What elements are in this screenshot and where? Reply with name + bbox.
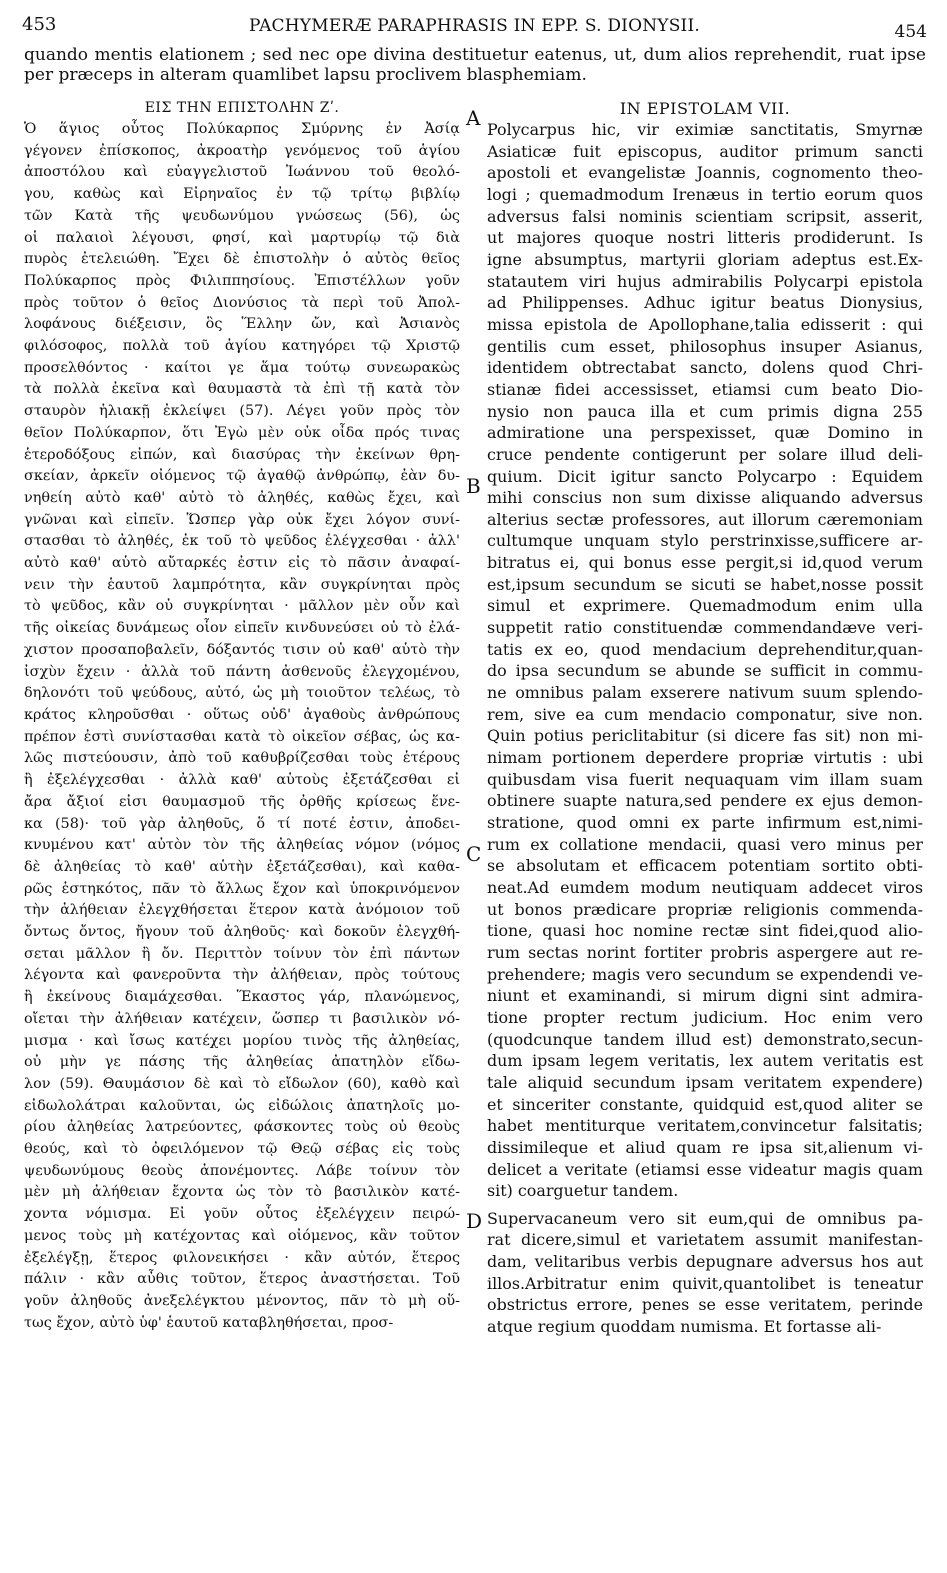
latin-paragraph-1 xyxy=(487,119,923,1202)
greek-text-line: οἱ παλαιοὶ λέγουσι, φησί, καὶ μαρτυρίῳ τῷ διὰ xyxy=(24,229,460,246)
greek-text-line: ἰσχὺν ἔχειν · ἀλλὰ τοῦ πάντη ἀσθενοῦς ἐλεγχομένου, xyxy=(24,663,460,680)
latin-column xyxy=(487,98,923,1338)
greek-text-line: ψευδωνύμους θεοὺς ἀπονέμοντες. Λάβε τοίνυν τὸν xyxy=(24,1162,460,1179)
greek-text-line: οὐ μὴν γε πάσης τῆς ἀληθείας ἀπατηλὸν εἴδω- xyxy=(24,1054,460,1071)
latin-text-line: et sinceriter constante, quidquid est,quod aliter se xyxy=(487,1094,923,1114)
page-number-left: 453 xyxy=(22,14,57,35)
greek-text-line: χοντα νόμισμα. Εἰ γοῦν οὗτος ἐξελέγχειν πειρώ- xyxy=(24,1206,460,1223)
greek-text-line: πυρὸς ἐτελειώθη. Ἔχει δὲ ἐπιστολὴν ὁ αὐτὸς θεῖος xyxy=(24,251,460,268)
latin-text-line: igne absumptus, martyrii gloriam adeptus est.Ex- xyxy=(487,249,923,269)
latin-text-line: alterius sectæ professores, aut illorum cæremoniam xyxy=(487,509,923,529)
latin-text-line: Supervacaneum vero sit eum,qui de omnibus pa- xyxy=(487,1208,923,1228)
margin-letter-b: B xyxy=(466,474,481,498)
latin-text-line: do ipsa secundum se abunde se sufficit in commu- xyxy=(487,661,923,681)
latin-paragraph-2 xyxy=(487,1208,923,1338)
greek-text-line: τῆς οἰκείας δυνάμεως οἷον εἰπεῖν κινδυνεύσει οὐ τὸ ἐλά- xyxy=(24,620,460,637)
greek-text-line: ἄρα ἄξιοί εἰσι θαυμασμοῦ τῆς ὀρθῆς κρίσεως ἕνε- xyxy=(24,793,460,810)
greek-text-line: μὲν μὴ ἀλήθειαν ἔχοντα ὡς τὸν τὸ βασιλικὸν κατέ- xyxy=(24,1184,460,1201)
latin-text-line: Quin potius periclitabitur (si dicere fas sit) non mi- xyxy=(487,726,923,746)
latin-text-line: atque regium quoddam numisma. Et fortasse ali- xyxy=(487,1317,882,1337)
latin-text-line: dam, velitaribus verbis depugnare adversus hos aut xyxy=(487,1252,923,1272)
greek-text-line: μισμα · καὶ ἴσως κατέχει μορίου τινὸς τῆς ἀληθείας, xyxy=(24,1032,460,1049)
latin-text-line: ut bonos prædicare propriæ religionis commenda- xyxy=(487,899,923,919)
greek-text xyxy=(24,119,460,1334)
greek-text-line: γέγονεν ἐπίσκοπος, ἀκροατὴρ γενόμενος τοῦ ἁγίου xyxy=(24,142,460,159)
latin-text-line: stianæ fidei accessisset, etiamsi cum beato Dio- xyxy=(487,379,923,399)
latin-text-line: simul et exprimere. Quemadmodum enim ulla xyxy=(487,596,923,616)
greek-text-line: γνῶναι καὶ εἰπεῖν. Ὥσπερ γὰρ οὐκ ἔχει λόγον συνί- xyxy=(24,511,460,528)
latin-text-line: quium. Dicit igitur sancto Polycarpo : Equidem xyxy=(487,466,923,486)
greek-text-line: δὲ ἀληθείας τὸ καθ' αὑτὴν ἐξετάζεσθαι), καὶ καθα- xyxy=(24,858,460,875)
greek-text-line: δηλονότι τοῦ ψεύδους, αὐτό, ὡς μὴ τοιοῦτον τελέως, τὸ xyxy=(24,685,460,702)
latin-text-line: neat.Ad eumdem modum neutiquam addecet viros xyxy=(487,877,923,897)
latin-text-line: cultumque unquam stylo perstrinxisse,sufficere ar- xyxy=(487,531,923,551)
greek-heading: ΕΙΣ ΤΗΝ ΕΠΙΣΤΟΛΗΝ Ζʹ. xyxy=(144,100,340,116)
greek-text-line: ρίου ἀληθείας λατρεύοντες, φάσκοντες τοὺς οὐ θεοὺς xyxy=(24,1119,460,1136)
greek-text-line: σεται μᾶλλον ἢ ὄν. Περιττὸν τοίνυν τὸν ἐπὶ πάντων xyxy=(24,945,460,962)
latin-text-line: gentilis cum esset, philosophus insuper Asianus, xyxy=(487,336,923,356)
page-number-right: 454 xyxy=(894,22,927,42)
greek-column xyxy=(24,98,460,1334)
greek-text-line: χιστον προσαποβαλεῖν, δόξαντός τισιν οὐ καθ' αὑτὸ τὴν xyxy=(24,641,460,658)
greek-text-line: θεούς, καὶ τὸ ὀφειλόμενον τῷ Θεῷ σέβας εἰς τοὺς xyxy=(24,1141,460,1158)
latin-text-line: ne omnibus palam exserere nativum suum splendo- xyxy=(487,683,923,703)
latin-text-line: dissimileque et aliud quam re ipsa sit,alienum vi- xyxy=(487,1137,923,1157)
greek-text-line: φιλόσοφος, πολλὰ τοῦ ἁγίου κατηγόρει τῷ Χριστῷ xyxy=(24,338,460,355)
latin-text-line: apostoli et evangelistæ Joannis, cognomento theo- xyxy=(487,163,923,183)
greek-text-line: ἐξελέγξῃ, ἕτερος φιλονεικήσει · κἂν αὐτόν, ἕτερος xyxy=(24,1249,460,1266)
greek-text-line: ὄντως ὄντος, ἤγουν τοῦ ἀληθοῦς· καὶ δοκοῦν ἐλεγχθή- xyxy=(24,924,460,941)
latin-text-line: adversus falsi nominis scientiam scripsit, asserit, xyxy=(487,206,923,226)
greek-text-line: πάλιν · κἂν αὖθις τοῦτον, ἕτερος ἀναστήσεται. Τοῦ xyxy=(24,1271,460,1288)
latin-text-line: missa epistola de Apollophane,talia edisserit : qui xyxy=(487,314,923,334)
latin-text-line: se absolutam et efficacem potentiam sortito obti- xyxy=(487,856,923,876)
latin-text-line: logi ; quemadmodum Irenæus in tertio eorum quos xyxy=(487,184,923,204)
latin-text-line: illos.Arbitratur enim quivit,quantolibet is teneatur xyxy=(487,1273,923,1293)
greek-text-line: προσελθόντος · καίτοι γε ἅμα τούτῳ συνεωρακὼς xyxy=(24,359,460,376)
latin-text-line: delicet a veritate (etiamsi esse videatur magis quam xyxy=(487,1159,923,1179)
greek-text-line: τὰ πολλὰ ἐκεῖνα καὶ θαυμαστὰ τὰ ἐπὶ τῇ κατὰ τὸν xyxy=(24,381,460,398)
latin-text-line: rem, sive ea cum mendacio componatur, sive non. xyxy=(487,704,923,724)
greek-text-line: θεῖον Πολύκαρπον, ὅτι Ἐγὼ μὲν οὐκ οἶδα πρός τινας xyxy=(24,424,460,441)
latin-text-line: niunt et examinandi, si mirum digni sint admira- xyxy=(487,986,923,1006)
greek-text-line: νειν τὴν ἑαυτοῦ λαμπρότητα, κἂν συγκρίνηται πρὸς xyxy=(24,576,460,593)
latin-text-line: identidem obtrectabat sancto, dolens quod Chri- xyxy=(487,358,923,378)
intro-text xyxy=(24,45,926,85)
latin-text-line: mihi conscius non sum dixisse aliquando adversus xyxy=(487,488,923,508)
greek-text-line: ρῶς ἑστηκότος, πᾶν τὸ ἄλλως ἔχον καὶ ὑποκρινόμενον xyxy=(24,880,460,897)
latin-text-line: admiratione una perspexisset, quæ Domino in xyxy=(487,423,923,443)
latin-text-line: tione, quasi hoc nomine rectæ sint fidei,quod alio- xyxy=(487,921,923,941)
latin-text-line: sit) coarguetur tandem. xyxy=(487,1181,679,1201)
greek-text-line: εἰδωλολάτραι καλοῦνται, ὡς εἰδώλοις ἀπατηλοῖς μο- xyxy=(24,1097,460,1114)
latin-text-line: (quodcunque tandem illud est) demonstrato,secun- xyxy=(487,1029,923,1049)
margin-letter-c: C xyxy=(466,842,482,866)
latin-text-line: Asiaticæ fuit episcopus, auditor primum sancti xyxy=(487,141,923,161)
latin-text-line: rum ex collatione mendacii, quasi vero minus per xyxy=(487,834,923,854)
greek-text-line: τὴν ἀλήθειαν ἐλεγχθήσεται ἕτερον κατὰ ἀνόμοιον τοῦ xyxy=(24,902,460,919)
greek-text-line: αὐτὸ καθ' αὑτὸ αὔταρκές ἐστιν εἰς τὸ πᾶσιν ἀναφαί- xyxy=(24,555,460,572)
greek-text-line: Πολύκαρπος πρὸς Φιλιππησίους. Ἐπιστέλλων γοῦν xyxy=(24,272,460,289)
running-title: PACHYMERÆ PARAPHRASIS IN EPP. S. DIONYSII. xyxy=(249,16,700,36)
greek-text-line: πρέπον ἐστὶ συνίστασθαι κατὰ τὸ οἰκεῖον σέβας, ὡς κα- xyxy=(24,728,460,745)
latin-text-line: suppetit ratio constituendæ commendandæve veri- xyxy=(487,618,923,638)
intro-line: quando mentis elationem ; sed nec ope divina destituetur eatenus, ut, dum alios reprehendit, ruat ipse xyxy=(24,45,926,65)
greek-text-line: λῶς πιστεύουσιν, ἀπὸ τοῦ καθυβρίζεσθαι τοὺς ἑτέρους xyxy=(24,750,460,767)
margin-letter-d: D xyxy=(466,1209,483,1233)
latin-text-line: tione propter rectum judicium. Hoc enim vero xyxy=(487,1007,923,1027)
greek-text-line: κράτος κληροῦσθαι · οὕτως οὐδ' ἀγαθοὺς ἀνθρώπους xyxy=(24,706,460,723)
greek-text-line: γου, καθὼς καὶ Εἰρηναῖος ἐν τῷ τρίτῳ βιβλίῳ xyxy=(24,186,460,203)
greek-text-line: λοφάνους διέξεισιν, ὃς Ἕλλην ὤν, καὶ Ἀσιανὸς xyxy=(24,316,460,333)
latin-text-line: prehendere; magis vero secundum se expendendi ve- xyxy=(487,964,923,984)
latin-text-line: obstrictus errore, penes se esse veritatem, perinde xyxy=(487,1295,923,1315)
greek-text-line: γοῦν ἀληθοῦς ἀνεξελέγκτου μένοντος, πᾶν τὸ μὴ οὕ- xyxy=(24,1292,460,1309)
latin-text-line: habet mentiturque veritatem,convincetur falsitatis; xyxy=(487,1116,923,1136)
intro-line: per præceps in alteram quamlibet lapsu proclivem blasphemiam. xyxy=(24,65,587,85)
latin-text-line: tatis ex eo, quod mendacium deprehenditur,quan- xyxy=(487,639,923,659)
greek-text-line: λέγοντα καὶ φανεροῦντα τὴν ἀλήθειαν, πρὸς τούτους xyxy=(24,967,460,984)
margin-letter-a: A xyxy=(466,106,481,130)
latin-text-line: rat dicere,simul et varietatem assumit manifestan- xyxy=(487,1230,923,1250)
greek-text-line: σταυρὸν ἡλιακῇ ἐκλείψει (57). Λέγει γοῦν πρὸς τὸν xyxy=(24,403,460,420)
latin-text-line: statautem viri hujus admirabilis Polycarpi epistola xyxy=(487,271,923,291)
page-header xyxy=(22,14,927,40)
greek-text-line: στασθαι τὸ ἀληθές, ἐκ τοῦ τὸ ψεῦδος ἐλέγχεσθαι · ἀλλ' xyxy=(24,533,460,550)
latin-text-line: ut majores quoque nostri litteris prodiderunt. Is xyxy=(487,228,923,248)
greek-text-line: τως ἔχον, αὐτὸ ὑφ' ἑαυτοῦ καταβληθήσεται, προσ- xyxy=(24,1314,394,1331)
latin-text-line: quibusdam visa fuerit nequaquam vim illam suam xyxy=(487,769,923,789)
latin-text-line: stratione, quod omni ex parte infirmum est,nimi- xyxy=(487,813,923,832)
latin-text-line: rum sectas norint fortiter probris aspergere aut re- xyxy=(487,942,923,962)
greek-text-line: κα (58)· τοῦ γὰρ ἀληθοῦς, ὅ τί ποτέ ἐστιν, ἀποδει- xyxy=(24,815,460,832)
latin-text-line: obtinere suapte natura,sed pendere ex ejus demon- xyxy=(487,791,923,811)
greek-text-line: ἀποστόλου καὶ εὐαγγελιστοῦ Ἰωάννου τοῦ θεολό- xyxy=(24,164,460,181)
greek-text-line: κνυμένου κατ' αὐτὸν τὸν τῆς ἀληθείας νόμον (νόμος xyxy=(24,837,460,854)
greek-text-line: Ὁ ἅγιος οὗτος Πολύκαρπος Σμύρνης ἐν Ἀσίᾳ xyxy=(24,121,460,137)
greek-text-line: λον (59). Θαυμάσιον δὲ καὶ τὸ εἴδωλον (60), καθὸ καὶ xyxy=(24,1075,460,1092)
latin-text-line: nimam portionem deperdere propriæ virtutis : ubi xyxy=(487,748,923,768)
latin-text-line: cruce pendente contigerunt per solare illud deli- xyxy=(487,444,923,464)
latin-text-line: est,ipsum secundum se sicuti se habet,nosse possit xyxy=(487,574,923,594)
greek-text-line: τὸ ψεῦδος, κἂν οὐ συγκρίνηται · μᾶλλον μὲν οὖν καὶ xyxy=(24,598,460,615)
greek-text-line: τῶν Κατὰ τῆς ψευδωνύμου γνώσεως (56), ὡς xyxy=(24,207,460,224)
greek-text-line: νηθείη αὐτὸ καθ' αὐτὸ τὸ ἀληθές, καθὼς ἔχει, καὶ xyxy=(24,489,460,506)
latin-text-line: ad Philippenses. Adhuc igitur beatus Dionysius, xyxy=(487,293,923,313)
greek-text-line: πρὸς τοῦτον ὁ θεῖος Διονύσιος τὰ περὶ τοῦ Ἀπολ- xyxy=(24,294,460,311)
greek-text-line: οἴεται τὴν ἀλήθειαν κατέχειν, ὥσπερ τι βασιλικὸν νό- xyxy=(24,1010,460,1027)
latin-text-line: Polycarpus hic, vir eximiæ sanctitatis, Smyrnæ xyxy=(487,120,923,139)
greek-text-line: ἢ ἐξελέγχεσθαι · ἀλλὰ καθ' αὑτοὺς ἐξετάζεσθαι εἰ xyxy=(24,772,460,789)
latin-text-line: tale aliquid secundum ipsam veritatem expendere) xyxy=(487,1072,923,1092)
greek-text-line: ἑτεροδόξους εἰπών, καὶ διασύρας τὴν ἐκείνων θρη- xyxy=(24,446,460,463)
greek-text-line: μενος τοὺς μὴ κατέχοντας καὶ οἰόμενος, κἂν τοῦτον xyxy=(24,1227,460,1244)
latin-heading: IN EPISTOLAM VII. xyxy=(619,99,791,118)
latin-text-line: nysio non pauca illa et cum primis digna 255 xyxy=(487,401,923,421)
greek-text-line: σκείαν, ἀρκεῖν οἰόμενος τῷ ἀγαθῷ ἀνθρώπῳ, ἐὰν δυ- xyxy=(24,468,460,485)
greek-text-line: ἢ ἐκείνους διαμάχεσθαι. Ἕκαστος γάρ, πλανώμενος, xyxy=(24,989,460,1006)
latin-text-line: bitratus ei, qui bonus esse pergit,si id,quod verum xyxy=(487,553,923,573)
latin-text-line: dum ipsam legem veritatis, lex autem veritatis est xyxy=(487,1051,923,1071)
